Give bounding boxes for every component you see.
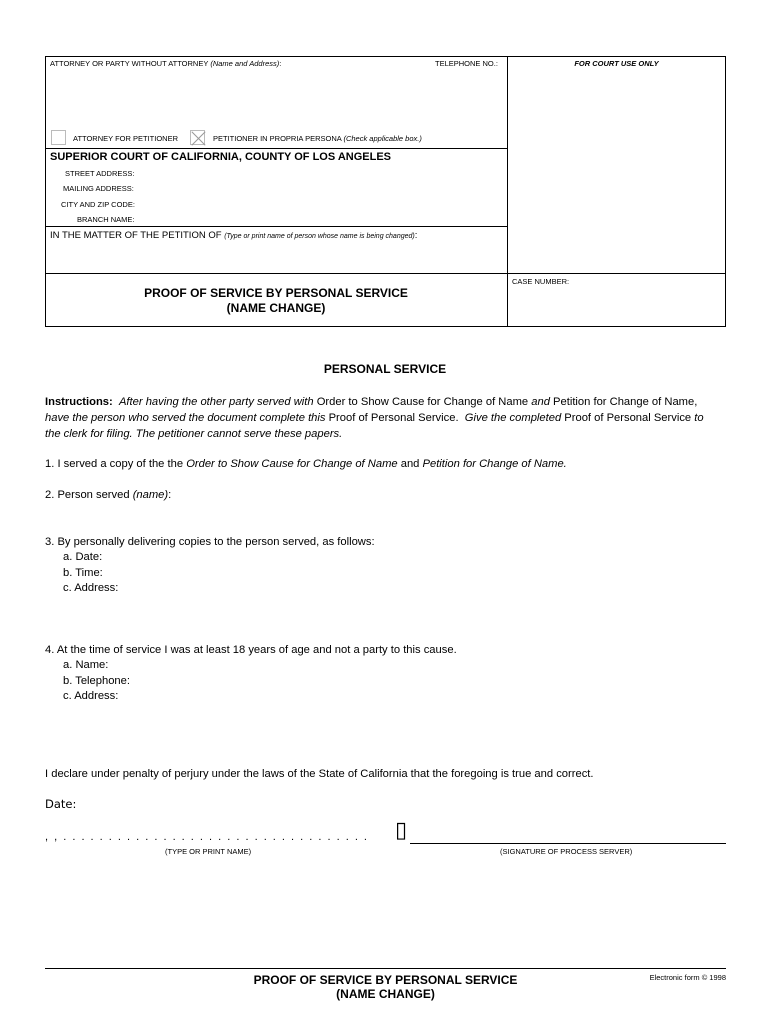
item-4-name: a. Name: [63,659,109,671]
caption-divider-3 [45,273,726,274]
court-name: SUPERIOR COURT OF CALIFORNIA, COUNTY OF LOS ANGELES [50,151,392,163]
attorney-label: ATTORNEY OR PARTY WITHOUT ATTORNEY (Name and Address): [50,59,282,68]
caption-title: PROOF OF SERVICE BY PERSONAL SERVICE (NAME CHANGE) [144,286,408,315]
item-3-address: c. Address: [63,582,119,594]
item-4-telephone: b. Telephone: [63,675,130,687]
footer-rule [45,968,726,969]
street-address-label: STREET ADDRESS: [65,169,135,178]
attorney-for-petitioner-checkbox[interactable] [51,130,66,145]
attorney-for-petitioner-label: ATTORNEY FOR PETITIONER [73,134,179,143]
date-label: Date: [45,797,77,811]
case-number-label: CASE NUMBER: [512,277,570,286]
item-3-date: a. Date: [63,551,103,563]
signature-placeholder-icon: ▯ [395,818,408,843]
declaration: I declare under penalty of perjury under the laws of the State of California that the foregoing is true and correct. [45,768,594,780]
instructions-paragraph: Instructions: After having the other party served with Order to Show Cause for Change of Name and Petition for Change of Name, have the person who served the document complete this Proof of Personal Service. Give the completed Proof of Personal Service to the clerk for filing. The petitioner cannot serve these papers. [45,396,704,440]
signature-line[interactable] [410,843,726,844]
type-print-name-field[interactable]: , , . . . . . . . . . . . . . . . . . . . . . . . . . . . . . . . . . . [45,831,369,843]
telephone-label: TELEPHONE NO.: [435,59,498,68]
matter-label: IN THE MATTER OF THE PETITION OF (Type or print name of person whose name is being changed): [50,230,418,241]
item-2: 2. Person served (name): [45,489,172,501]
signature-label: (SIGNATURE OF PROCESS SERVER) [500,847,633,856]
propria-persona-label: PETITIONER IN PROPRIA PERSONA (Check applicable box.) [213,134,422,143]
item-1: 1. I served a copy of the the Order to Show Cause for Change of Name and Petition for Change of Name. [45,458,567,470]
item-4: 4. At the time of service I was at least 18 years of age and not a party to this cause. [45,644,457,656]
mailing-address-label: MAILING ADDRESS: [63,184,134,193]
propria-persona-checkbox[interactable] [190,130,205,145]
caption-divider-1 [45,148,507,149]
caption-divider-2 [45,226,507,227]
type-print-name-label: (TYPE OR PRINT NAME) [165,847,252,856]
item-4-address: c. Address: [63,690,119,702]
electronic-form-note: Electronic form © 1998 [649,973,726,982]
city-zip-label: CITY AND ZIP CODE: [61,200,135,209]
footer-title: PROOF OF SERVICE BY PERSONAL SERVICE (NAME CHANGE) [253,973,518,1001]
court-use-label: FOR COURT USE ONLY [574,59,659,68]
item-3-time: b. Time: [63,567,103,579]
caption-vertical-divider [507,56,508,327]
item-3: 3. By personally delivering copies to the person served, as follows: [45,536,375,548]
branch-name-label: BRANCH NAME: [77,215,135,224]
section-title: PERSONAL SERVICE [323,362,447,376]
